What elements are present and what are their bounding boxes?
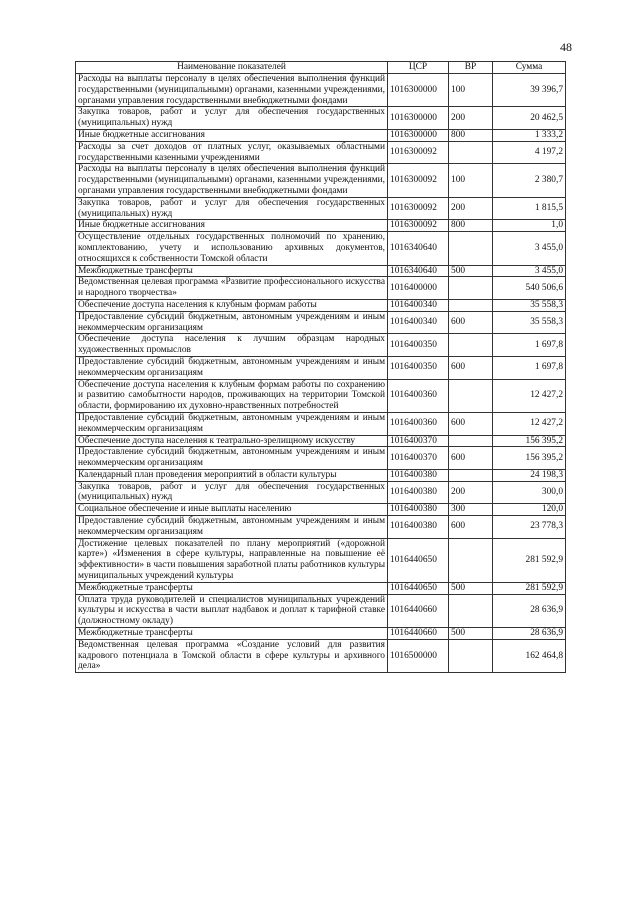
row-csr: 1016400380	[388, 504, 449, 516]
table-row	[76, 538, 566, 582]
row-csr: 1016400370	[388, 447, 449, 470]
row-sum: 35 558,3	[493, 299, 566, 311]
row-vr: 600	[449, 356, 493, 379]
row-csr: 1016300092	[388, 164, 449, 197]
table-row	[76, 299, 566, 311]
header-sum: Сумма	[493, 62, 566, 74]
row-vr: 600	[449, 311, 493, 334]
row-name: Закупка товаров, работ и услуг для обеспечения государственных (муниципальных) нужд	[76, 481, 388, 504]
row-vr	[449, 639, 493, 672]
row-vr	[449, 299, 493, 311]
row-csr: 1016440660	[388, 594, 449, 627]
row-sum: 23 778,3	[493, 516, 566, 539]
row-csr: 1016400340	[388, 311, 449, 334]
table-row	[76, 107, 566, 130]
table-row	[76, 129, 566, 141]
row-sum: 156 395,2	[493, 435, 566, 447]
row-name: Предоставление субсидий бюджетным, автономным учреждениям и иным некоммерческим организациям	[76, 516, 388, 539]
row-name: Ведомственная целевая программа «Развитие профессионального искусства и народного творчества»	[76, 277, 388, 300]
row-vr: 500	[449, 628, 493, 640]
row-name: Предоставление субсидий бюджетным, автономным учреждениям и иным некоммерческим организациям	[76, 311, 388, 334]
row-name: Достижение целевых показателей по плану мероприятий («дорожной карте») «Изменения в сфере культуры, направленные на повышение её эффективности» в части повышения заработной платы работников культуры муниципальных учреждений культуры	[76, 538, 388, 582]
row-csr: 1016400350	[388, 356, 449, 379]
table-row	[76, 277, 566, 300]
row-name: Обеспечение доступа населения к клубным формам работы	[76, 299, 388, 311]
row-sum: 2 380,7	[493, 164, 566, 197]
row-sum: 120,0	[493, 504, 566, 516]
table-header-row	[76, 62, 566, 74]
table-row	[76, 469, 566, 481]
row-sum: 156 395,2	[493, 447, 566, 470]
table-row	[76, 311, 566, 334]
row-csr: 1016300092	[388, 220, 449, 232]
row-name: Обеспечение доступа населения к клубным формам работы по сохранению и развитию самобытности народов, проживающих на территории Томской области, формированию их духовно-нравственных потребностей	[76, 379, 388, 412]
row-csr: 1016400350	[388, 334, 449, 357]
row-csr: 1016440650	[388, 582, 449, 594]
row-name: Иные бюджетные ассигнования	[76, 129, 388, 141]
row-name: Расходы за счет доходов от платных услуг, оказываемых областными государственными казенными учреждениями	[76, 141, 388, 164]
row-csr: 1016400370	[388, 435, 449, 447]
table-row	[76, 265, 566, 277]
row-name: Межбюджетные трансферты	[76, 582, 388, 594]
row-name: Закупка товаров, работ и услуг для обеспечения государственных (муниципальных) нужд	[76, 107, 388, 130]
budget-table	[75, 61, 566, 673]
row-vr: 200	[449, 197, 493, 220]
header-csr: ЦСР	[388, 62, 449, 74]
row-vr	[449, 379, 493, 412]
table-row	[76, 481, 566, 504]
row-vr	[449, 141, 493, 164]
row-vr: 500	[449, 582, 493, 594]
table-row	[76, 639, 566, 672]
row-vr: 800	[449, 220, 493, 232]
row-name: Календарный план проведения мероприятий в области культуры	[76, 469, 388, 481]
row-csr: 1016300092	[388, 197, 449, 220]
row-sum: 1 697,8	[493, 356, 566, 379]
row-csr: 1016300000	[388, 107, 449, 130]
row-vr: 600	[449, 412, 493, 435]
row-sum: 1 815,5	[493, 197, 566, 220]
row-name: Межбюджетные трансферты	[76, 628, 388, 640]
row-name: Оплата труда руководителей и специалистов муниципальных учреждений культуры и искусства в части выплат надбавок и доплат к тарифной ставке (должностному окладу)	[76, 594, 388, 627]
row-name: Закупка товаров, работ и услуг для обеспечения государственных (муниципальных) нужд	[76, 197, 388, 220]
table-row	[76, 141, 566, 164]
row-csr: 1016300000	[388, 129, 449, 141]
row-sum: 281 592,9	[493, 538, 566, 582]
header-vr: ВР	[449, 62, 493, 74]
row-sum: 300,0	[493, 481, 566, 504]
table-row	[76, 504, 566, 516]
row-sum: 281 592,9	[493, 582, 566, 594]
row-csr: 1016340640	[388, 265, 449, 277]
row-csr: 1016300000	[388, 74, 449, 107]
row-name: Предоставление субсидий бюджетным, автономным учреждениям и иным некоммерческим организациям	[76, 412, 388, 435]
row-vr: 100	[449, 74, 493, 107]
row-name: Предоставление субсидий бюджетным, автономным учреждениям и иным некоммерческим организациям	[76, 447, 388, 470]
row-sum: 3 455,0	[493, 232, 566, 265]
row-name: Межбюджетные трансферты	[76, 265, 388, 277]
table-row	[76, 379, 566, 412]
table-row	[76, 516, 566, 539]
table-row	[76, 412, 566, 435]
row-sum: 3 455,0	[493, 265, 566, 277]
row-sum: 28 636,9	[493, 594, 566, 627]
row-vr	[449, 232, 493, 265]
table-row	[76, 582, 566, 594]
row-csr: 1016400000	[388, 277, 449, 300]
row-vr: 300	[449, 504, 493, 516]
row-sum: 162 464,8	[493, 639, 566, 672]
row-name: Обеспечение доступа населения к лучшим образцам народных художественных промыслов	[76, 334, 388, 357]
table-row	[76, 220, 566, 232]
row-vr: 200	[449, 107, 493, 130]
row-csr: 1016400380	[388, 469, 449, 481]
table-row	[76, 628, 566, 640]
row-sum: 12 427,2	[493, 412, 566, 435]
row-sum: 20 462,5	[493, 107, 566, 130]
row-sum: 1,0	[493, 220, 566, 232]
row-name: Социальное обеспечение и иные выплаты населению	[76, 504, 388, 516]
table-row	[76, 74, 566, 107]
row-sum: 4 197,2	[493, 141, 566, 164]
table-row	[76, 594, 566, 627]
row-sum: 1 333,2	[493, 129, 566, 141]
row-csr: 1016400340	[388, 299, 449, 311]
row-sum: 1 697,8	[493, 334, 566, 357]
row-name: Ведомственная целевая программа «Создание условий для развития кадрового потенциала в Томской области в сфере культуры и архивного дела»	[76, 639, 388, 672]
row-vr: 600	[449, 447, 493, 470]
row-vr: 200	[449, 481, 493, 504]
table-row	[76, 197, 566, 220]
row-vr	[449, 435, 493, 447]
table-row	[76, 435, 566, 447]
row-csr: 1016400380	[388, 516, 449, 539]
row-sum: 24 198,3	[493, 469, 566, 481]
row-vr: 500	[449, 265, 493, 277]
row-name: Осуществление отдельных государственных полномочий по хранению, комплектованию, учету и использованию архивных документов, относящихся к собственности Томской области	[76, 232, 388, 265]
row-name: Расходы на выплаты персоналу в целях обеспечения выполнения функций государственными (муниципальными) органами, казенными учреждениями, органами управления государственными внебюджетными фондами	[76, 74, 388, 107]
row-vr	[449, 538, 493, 582]
row-vr	[449, 277, 493, 300]
row-csr: 1016500000	[388, 639, 449, 672]
row-csr: 1016440660	[388, 628, 449, 640]
page-number: 48	[560, 40, 572, 54]
row-vr	[449, 469, 493, 481]
row-vr: 100	[449, 164, 493, 197]
row-csr: 1016440650	[388, 538, 449, 582]
row-sum: 540 506,6	[493, 277, 566, 300]
row-vr	[449, 334, 493, 357]
row-vr	[449, 594, 493, 627]
row-vr: 600	[449, 516, 493, 539]
row-name: Предоставление субсидий бюджетным, автономным учреждениям и иным некоммерческим организациям	[76, 356, 388, 379]
row-sum: 39 396,7	[493, 74, 566, 107]
header-name: Наименование показателей	[76, 62, 388, 74]
table-row	[76, 334, 566, 357]
row-sum: 35 558,3	[493, 311, 566, 334]
row-csr: 1016400360	[388, 379, 449, 412]
table-row	[76, 447, 566, 470]
table-row	[76, 356, 566, 379]
row-sum: 12 427,2	[493, 379, 566, 412]
row-sum: 28 636,9	[493, 628, 566, 640]
row-name: Расходы на выплаты персоналу в целях обеспечения выполнения функций государственными (муниципальными) органами, казенными учреждениями, органами управления государственными внебюджетными фондами	[76, 164, 388, 197]
row-csr: 1016400360	[388, 412, 449, 435]
row-csr: 1016300092	[388, 141, 449, 164]
row-name: Иные бюджетные ассигнования	[76, 220, 388, 232]
row-vr: 800	[449, 129, 493, 141]
table-row	[76, 232, 566, 265]
row-name: Обеспечение доступа населения к театрально-зрелищному искусству	[76, 435, 388, 447]
table-row	[76, 164, 566, 197]
row-csr: 1016400380	[388, 481, 449, 504]
row-csr: 1016340640	[388, 232, 449, 265]
